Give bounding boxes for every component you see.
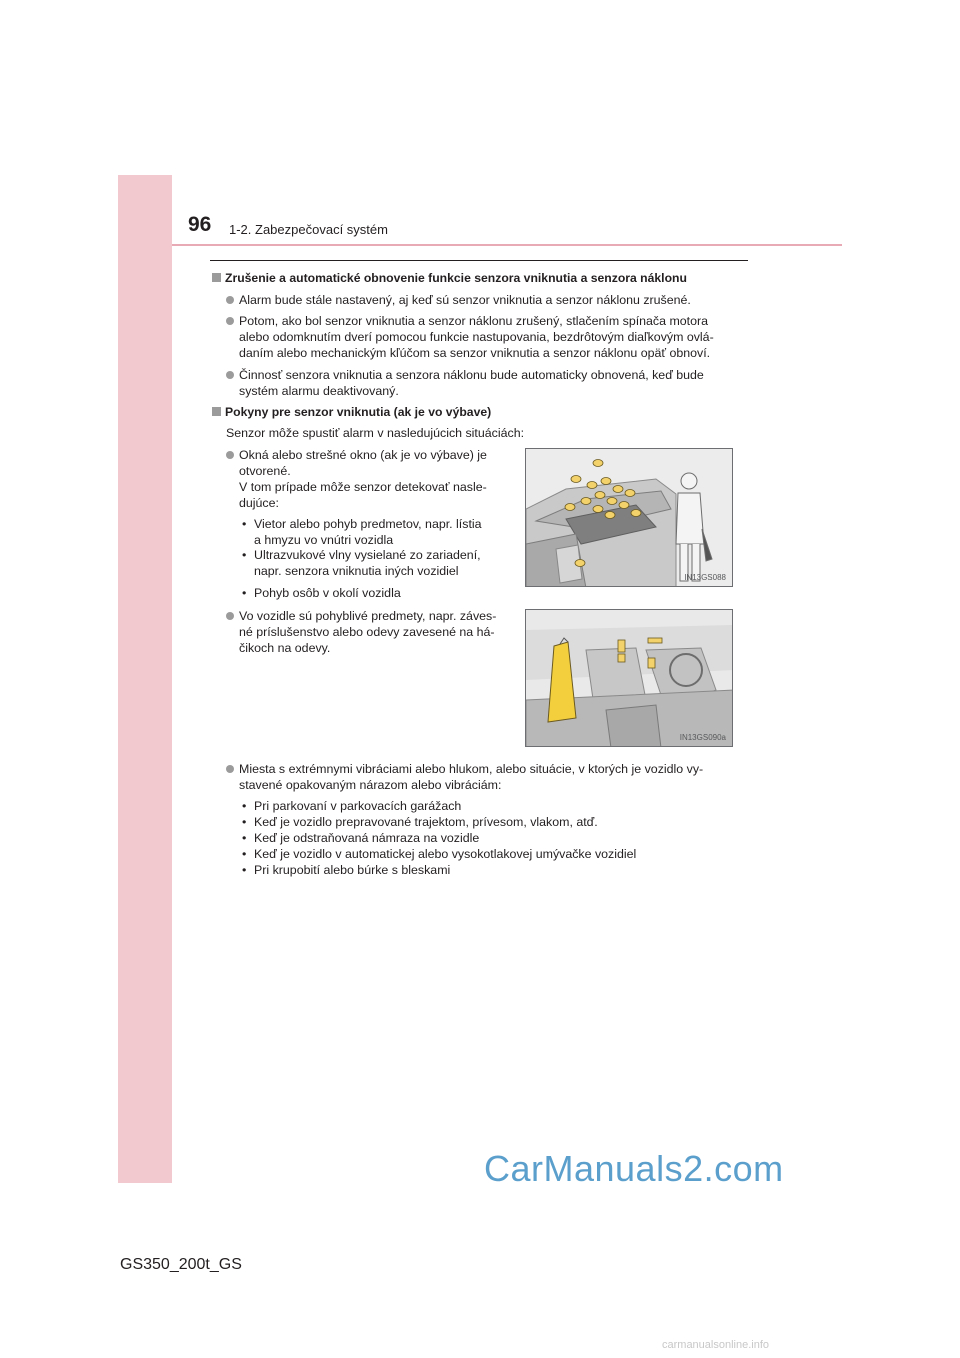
square-bullet-icon [212,407,221,416]
bullet-windows-open: Okná alebo strešné okno (ak je vo výbave) je otvorené. V tom prípade môže senzor detekovať nasle- dujúce: [239,447,514,511]
sub-bullet-ultrasonic: • Ultrazvukové vlny vysielané zo zariadení, napr. senzora vniknutia iných vozidiel [242,548,481,578]
round-bullet-icon [226,451,234,459]
section-title: 1-2. Zabezpečovací systém [229,222,388,237]
bullet-moving-items: Vo vozidle sú pohyblivé predmety, napr. záves- né príslušenstvo alebo odevy zavesené na há- čikoch na odevy. [239,608,514,656]
figure-interior-coat [525,609,733,747]
section-divider [210,260,748,261]
figure-code: IN13GS088 [684,573,726,582]
round-bullet-icon [226,296,234,304]
sub-bullet-garage: • Pri parkovaní v parkovacích garážach [242,799,462,813]
square-bullet-icon [212,273,221,282]
watermark-logo: CarManuals2.com [484,1148,784,1189]
bullet-restore: Potom, ako bol senzor vniknutia a senzor náklonu zrušený, stlačením spínača motora alebo odomknutím dverí pomocou funkcie nastupovania, bezdrôtovým diaľkovým ovlá- daním alebo mechanickým kľúčom sa senzor vniknutia a senzor náklonu opäť obnoví. [239,313,749,361]
car-sunroof-illustration [526,449,733,587]
bullet-alarm-set: Alarm bude stále nastavený, aj keď sú senzor vniknutia a senzor náklonu zrušené. [239,292,749,308]
round-bullet-icon [226,317,234,325]
round-bullet-icon [226,612,234,620]
figure-sunroof-leaves [525,448,733,587]
round-bullet-icon [226,765,234,773]
page-number: 96 [188,213,212,236]
section-heading-intrusion: Pokyny pre senzor vniknutia (ak je vo výbave) [212,404,491,420]
header-rule [172,244,842,246]
interior-illustration [526,610,733,747]
model-code: GS350_200t_GS [120,1256,242,1273]
sub-bullet-hail: • Pri krupobití alebo búrke s bleskami [242,863,451,877]
figure-code: IN13GS090a [679,733,726,742]
sub-bullet-carwash: • Keď je vozidlo v automatickej alebo vysokotlakovej umývačke vozidiel [242,847,637,861]
intro-text: Senzor môže spustiť alarm v nasledujúcich situáciách: [226,426,525,440]
bottom-watermark: carmanualsonline.info [662,1339,770,1351]
sub-bullet-transport: • Keď je vozidlo prepravované trajektom, prívesom, vlakom, atď. [242,815,598,829]
bullet-auto-restore: Činnosť senzora vniknutia a senzora náklonu bude automaticky obnovená, keď bude systém alarmu deaktivovaný. [239,367,749,399]
sub-bullet-wind: • Vietor alebo pohyb predmetov, napr. lístia a hmyzu vo vnútri vozidla [242,517,482,547]
sub-bullet-defrost: • Keď je odstraňovaná námraza na vozidle [242,831,480,845]
round-bullet-icon [226,371,234,379]
section-heading-deactivation: Zrušenie a automatické obnovenie funkcie senzora vniknutia a senzora náklonu [212,270,687,286]
side-band [118,175,172,1183]
sub-bullet-people: • Pohyb osôb v okolí vozidla [242,586,401,600]
bullet-vibration: Miesta s extrémnymi vibráciami alebo hlukom, alebo situácie, v ktorých je vozidlo vy- stavené opakovaným nárazom alebo vibráciám: [239,761,749,793]
